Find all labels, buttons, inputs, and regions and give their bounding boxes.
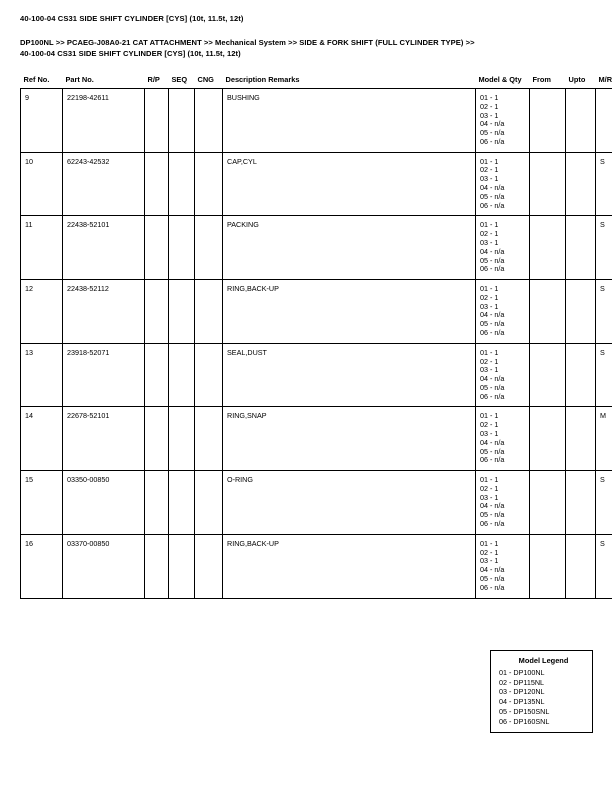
column-header-cng: CNG [197,75,214,84]
model-qty-entry: 06 - n/a [480,582,505,592]
cell-from [530,216,566,280]
page-title: 40-100-04 CS31 SIDE SHIFT CYLINDER [CYS] (10t, 11.5t, 12t) [20,14,244,23]
model-qty-entry: 04 - n/a [480,246,505,256]
cell-upto [566,152,596,216]
cell-ref-no: 16 [21,534,63,598]
cell-part-no: 22678-52101 [63,407,145,471]
model-qty-entry: 01 - 1 [480,538,499,548]
cell-ref-no: 9 [21,89,63,153]
table-row [21,152,612,216]
cell-from [530,407,566,471]
model-qty-entry: 06 - n/a [480,136,505,146]
table-row [21,471,612,535]
column-header-ref-no: Ref No. [23,75,50,84]
model-legend-item: 02 - DP115NL [499,677,545,687]
model-qty-entry: 03 - 1 [480,301,499,311]
model-qty-entry: 02 - 1 [480,356,499,366]
cell-description: O-RING [223,471,476,535]
table-row [21,216,612,280]
cell-cng [195,534,223,598]
cell-mr: S [596,471,612,535]
cell-ref-no: 13 [21,343,63,407]
model-qty-entry: 04 - n/a [480,183,505,193]
column-header-rp: R/P [147,75,160,84]
cell-part-no: 22198-42611 [63,89,145,153]
cell-part-no: 22438-52101 [63,216,145,280]
cell-model-qty [476,343,530,407]
cell-part-no: 22438-52112 [63,280,145,344]
table-row [21,407,612,471]
cell-seq [169,152,195,216]
cell-upto [566,407,596,471]
model-legend-title: Model Legend [518,656,569,665]
cell-part-no: 03350-00850 [63,471,145,535]
cell-upto [566,216,596,280]
model-qty-entry: 01 - 1 [480,347,499,357]
model-qty-entry: 05 - n/a [480,382,505,392]
cell-upto [566,89,596,153]
table-row [21,343,612,407]
model-qty-entry: 06 - n/a [480,391,505,401]
model-qty-entry: 04 - n/a [480,565,505,575]
cell-from [530,89,566,153]
cell-seq [169,216,195,280]
model-qty-entry: 03 - 1 [480,556,499,566]
column-header-mr: M/R [598,75,612,84]
cell-cng [195,471,223,535]
cell-part-no: 23918-52071 [63,343,145,407]
cell-cng [195,216,223,280]
cell-rp [145,152,169,216]
cell-from [530,152,566,216]
model-qty-entry: 01 - 1 [480,156,499,166]
cell-seq [169,343,195,407]
cell-model-qty [476,471,530,535]
model-qty-entry: 01 - 1 [480,93,499,102]
breadcrumb-line-2: 40-100-04 CS31 SIDE SHIFT CYLINDER [CYS] (10t, 11.5t, 12t) [20,49,241,58]
cell-rp [145,407,169,471]
breadcrumb-line-1: DP100NL >> PCAEG-J08A0-21 CAT ATTACHMENT >> Mechanical System >> SIDE & FORK SHIFT (FULL CYLINDER TYPE) >> [20,38,475,47]
model-qty-entry: 03 - 1 [480,429,499,438]
model-qty-entry: 03 - 1 [480,492,499,502]
cell-mr [596,89,612,153]
model-qty-entry: 02 - 1 [480,547,499,557]
cell-cng [195,343,223,407]
model-qty-entry: 05 - n/a [480,255,505,265]
cell-rp [145,216,169,280]
cell-mr: S [596,534,612,598]
cell-model-qty [476,152,530,216]
cell-mr: S [596,216,612,280]
breadcrumb [20,37,592,59]
cell-model-qty [476,216,530,280]
model-qty-entry: 05 - n/a [480,510,505,520]
model-legend-item: 04 - DP135NL [499,697,545,707]
cell-mr: M [596,407,612,471]
table-row [21,280,612,344]
model-qty-entry: 06 - n/a [480,327,505,337]
cell-cng [195,89,223,153]
cell-ref-no: 14 [21,407,63,471]
cell-description: RING,BACK-UP [223,280,476,344]
cell-rp [145,89,169,153]
cell-mr: S [596,280,612,344]
cell-rp [145,471,169,535]
cell-description: PACKING [223,216,476,280]
cell-ref-no: 12 [21,280,63,344]
model-qty-entry: 02 - 1 [480,292,499,302]
model-qty-entry: 01 - 1 [480,475,499,485]
model-qty-entry: 06 - n/a [480,264,505,274]
model-qty-entry: 02 - 1 [480,165,499,175]
model-qty-entry: 05 - n/a [480,319,505,329]
column-header-description: Description Remarks [225,75,300,84]
model-qty-entry: 04 - n/a [480,374,505,384]
model-legend-item: 06 - DP160SNL [499,716,550,726]
model-qty-entry: 04 - n/a [480,501,505,511]
cell-cng [195,407,223,471]
cell-mr: S [596,152,612,216]
model-qty-entry: 05 - n/a [480,128,505,138]
cell-rp [145,534,169,598]
cell-rp [145,280,169,344]
cell-part-no: 62243-42532 [63,152,145,216]
model-qty-entry: 04 - n/a [480,437,505,447]
model-legend-item: 03 - DP120NL [499,687,545,697]
model-qty-entry: 01 - 1 [480,411,499,421]
model-qty-entry: 03 - 1 [480,237,499,247]
model-qty-entry: 05 - n/a [480,191,505,201]
model-qty-entry: 01 - 1 [480,220,499,230]
model-legend-item: 05 - DP150SNL [499,706,550,716]
table-header-row [21,75,612,89]
cell-model-qty [476,407,530,471]
cell-description: RING,SNAP [223,407,476,471]
model-qty-entry: 06 - n/a [480,455,505,465]
cell-description: BUSHING [223,89,476,153]
cell-from [530,280,566,344]
cell-from [530,343,566,407]
cell-cng [195,280,223,344]
cell-upto [566,280,596,344]
cell-ref-no: 10 [21,152,63,216]
model-qty-entry: 01 - 1 [480,284,499,294]
cell-seq [169,407,195,471]
model-qty-entry: 03 - 1 [480,174,499,184]
cell-model-qty [476,280,530,344]
model-qty-entry: 03 - 1 [480,110,499,120]
model-qty-entry: 05 - n/a [480,573,505,583]
model-legend-item: 01 - DP100NL [499,668,545,677]
column-header-upto: Upto [568,75,586,84]
cell-description: SEAL,DUST [223,343,476,407]
model-qty-entry: 06 - n/a [480,200,505,210]
cell-seq [169,89,195,153]
cell-upto [566,343,596,407]
column-header-from: From [532,75,551,84]
cell-upto [566,471,596,535]
column-header-seq: SEQ [171,75,188,84]
column-header-part-no: Part No. [65,75,94,84]
cell-rp [145,343,169,407]
cell-ref-no: 15 [21,471,63,535]
cell-from [530,471,566,535]
table-row [21,534,612,598]
cell-description: CAP,CYL [223,152,476,216]
model-qty-entry: 02 - 1 [480,420,499,430]
cell-cng [195,152,223,216]
model-qty-entry: 02 - 1 [480,483,499,493]
model-qty-entry: 02 - 1 [480,101,499,111]
model-qty-entry: 04 - n/a [480,119,505,129]
cell-ref-no: 11 [21,216,63,280]
cell-seq [169,471,195,535]
model-qty-entry: 02 - 1 [480,229,499,239]
cell-seq [169,280,195,344]
cell-description: RING,BACK-UP [223,534,476,598]
parts-table [20,75,612,599]
cell-part-no: 03370-00850 [63,534,145,598]
model-legend [490,650,593,733]
table-row [21,89,612,153]
cell-upto [566,534,596,598]
column-header-model-qty: Model & Qty [478,75,522,84]
cell-seq [169,534,195,598]
model-qty-entry: 04 - n/a [480,310,505,320]
model-qty-entry: 05 - n/a [480,446,505,456]
cell-model-qty [476,89,530,153]
cell-from [530,534,566,598]
cell-mr: S [596,343,612,407]
model-qty-entry: 03 - 1 [480,365,499,375]
cell-model-qty [476,534,530,598]
model-qty-entry: 06 - n/a [480,519,505,529]
